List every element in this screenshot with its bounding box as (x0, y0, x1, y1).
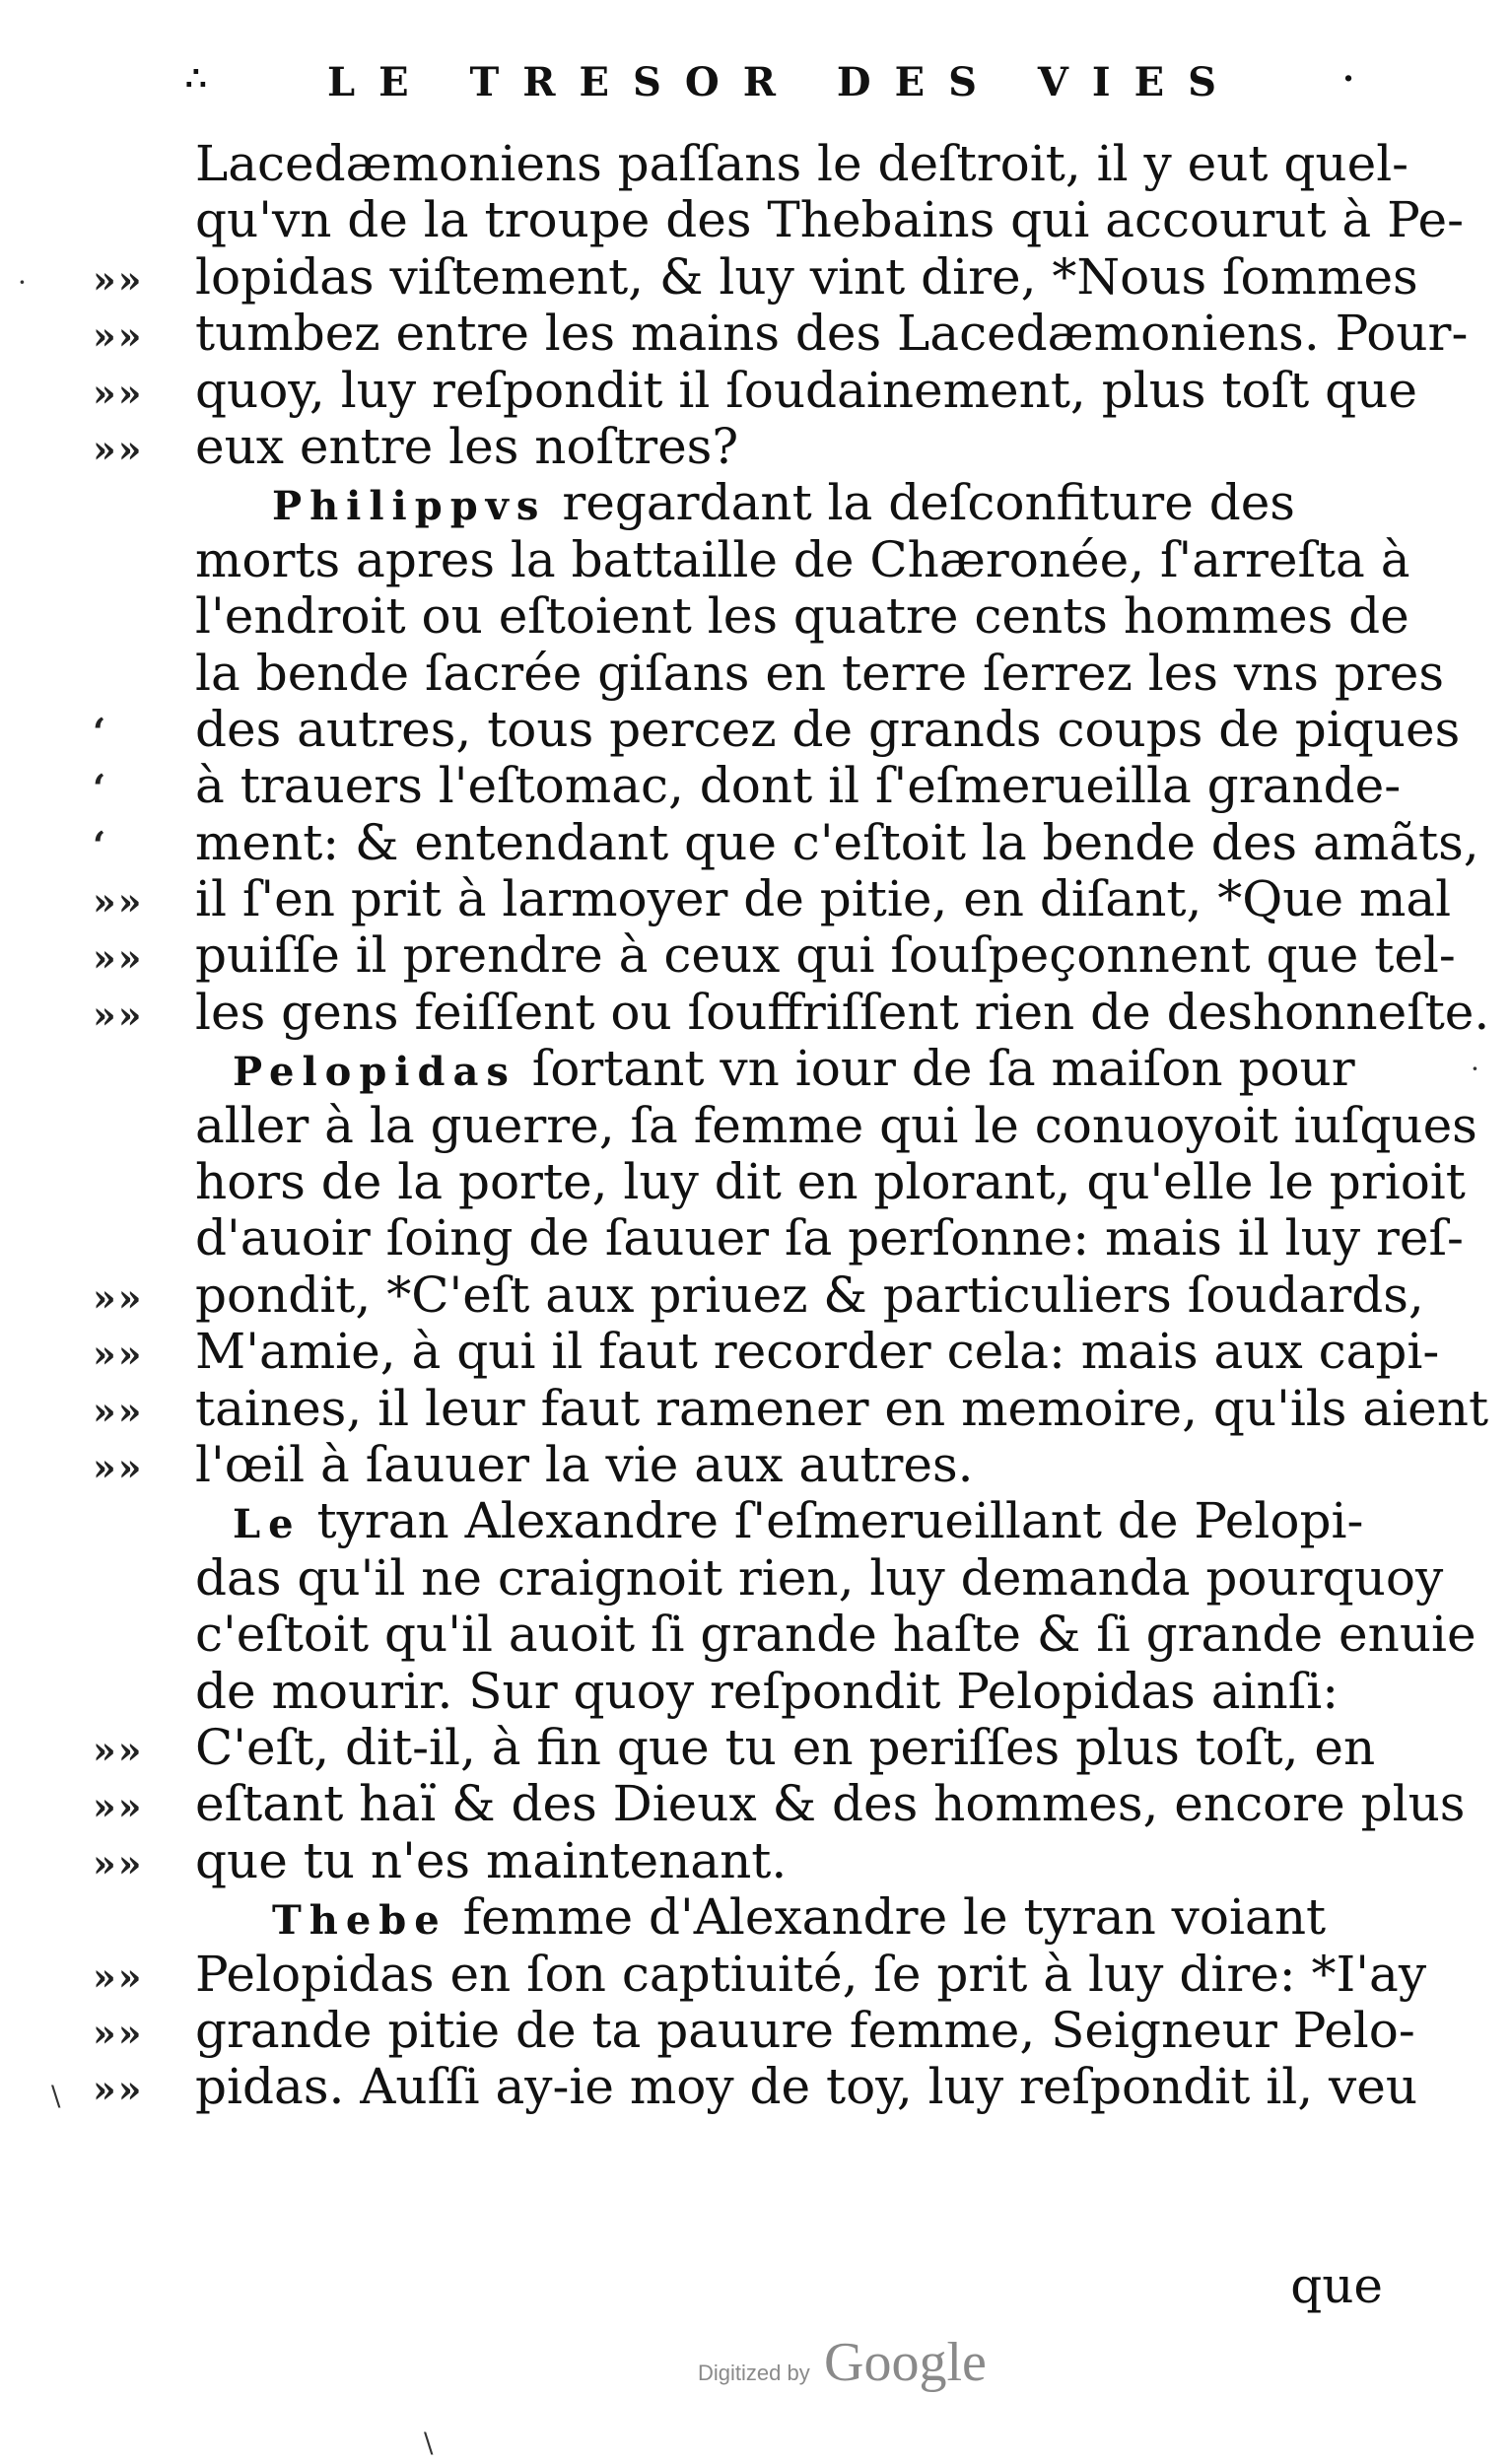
line-text: regardant la deſconfiture des (546, 474, 1295, 532)
line-text: M'amie, à qui il faut recorder cela: mais aux capi- (195, 1323, 1440, 1381)
line-text: quoy, luy reſpondit il ſoudainement, plus toſt que (195, 361, 1417, 419)
catchword: que (1290, 2257, 1383, 2314)
text-line-12 (93, 757, 1402, 815)
body-text (93, 135, 1490, 2116)
line-text: tyran Alexandre ſ'eſmerueillant de Pelopi- (301, 1492, 1364, 1550)
line-text: l'endroit ou eſtoient les quatre cents hommes de (195, 587, 1409, 646)
line-text: c'eſtoit qu'il auoit ſi grande haſte & ſi grande enuie (195, 1606, 1477, 1664)
marginal-mark: »» (93, 1274, 144, 1320)
line-text: d'auoir ſoing de ſauuer ſa perſonne: mais il luy reſ- (195, 1209, 1464, 1267)
text-line-16 (93, 983, 1490, 1041)
watermark-prefix: Digitized by (698, 2361, 810, 2385)
marginal-mark: »» (93, 2067, 144, 2112)
text-line-25 (195, 1493, 1388, 1549)
line-text: grande pitie de ta pauure femme, Seigneur Pelo- (195, 2001, 1415, 2059)
line-text: eux entre les noſtres? (195, 417, 739, 475)
text-line-18 (195, 1096, 1477, 1154)
line-text: des autres, tous percez de grands coups de piques (195, 700, 1461, 758)
text-line-2 (195, 191, 1465, 249)
line-text: Pelopidas en ſon captiuité, ſe prit à luy dire: *I'ay (195, 1945, 1427, 2003)
line-text: aller à la guerre, ſa femme qui le conuoyoit iuſques (195, 1096, 1477, 1154)
text-line-30 (93, 1775, 1466, 1833)
text-line-5 (93, 361, 1417, 419)
line-text: C'eſt, dit-il, à fin que tu en periſſes plus toſt, en (195, 1718, 1376, 1776)
text-line-24 (93, 1435, 1388, 1493)
text-line-34 (93, 2001, 1415, 2059)
line-text: les gens feiſſent ou ſouffriſſent rien de deshonneſte. (195, 983, 1490, 1041)
text-line-13 (93, 813, 1479, 871)
google-logo: Google (824, 2332, 987, 2393)
line-text: puiſſe il prendre à ceux qui ſouſpeçonnent que tel- (195, 926, 1456, 985)
line-text: tumbez entre les mains des Lacedæmoniens. Pour- (195, 305, 1469, 363)
text-line-29 (93, 1718, 1388, 1776)
text-line-7 (195, 475, 1388, 531)
paragraph-initial-word: Philippvs (272, 483, 547, 530)
running-header (177, 59, 1390, 118)
marginal-mark: »» (93, 935, 144, 981)
text-line-1 (195, 135, 1409, 192)
marginal-mark: ‘ (93, 822, 108, 867)
text-line-23 (93, 1379, 1489, 1437)
text-line-21 (93, 1266, 1424, 1324)
line-text: lopidas viſtement, & luy vint dire, *Nous ſommes (195, 247, 1418, 306)
line-text: pidas. Auſſi ay-ie moy de toy, luy reſpondit il, veu (195, 2058, 1418, 2116)
text-line-31 (93, 1831, 1388, 1889)
text-line-35 (93, 2058, 1418, 2116)
line-text: l'œil à ſauuer la vie aux autres. (195, 1435, 974, 1493)
scan-speck: \ (424, 2427, 434, 2459)
marginal-mark: »» (93, 1332, 144, 1377)
marginal-mark: »» (93, 992, 144, 1037)
marginal-mark: »» (93, 1840, 144, 1885)
text-line-33 (93, 1945, 1427, 2003)
text-line-26 (195, 1548, 1444, 1607)
text-line-32 (195, 1889, 1388, 1946)
marginal-mark: »» (93, 1388, 144, 1433)
marginal-mark: »» (93, 313, 144, 359)
scan-speck: · (18, 266, 27, 299)
line-text: morts apres la battaille de Chæronée, ſ'arreſta à (195, 530, 1410, 588)
text-line-17 (195, 1041, 1388, 1097)
line-text: eſtant haï & des Dieux & des hommes, encore plus (195, 1775, 1466, 1833)
text-line-15 (93, 926, 1456, 985)
text-line-9 (195, 587, 1409, 646)
text-line-8 (195, 530, 1410, 588)
marginal-mark: »» (93, 1444, 144, 1489)
google-watermark (698, 2331, 1013, 2400)
marginal-mark: »» (93, 879, 144, 924)
line-text: Lacedæmoniens paſſans le deſtroit, il y eut quel- (195, 135, 1409, 192)
text-line-14 (93, 870, 1452, 928)
marginal-mark: ‘ (93, 709, 108, 754)
scan-speck: \ (51, 2080, 61, 2112)
text-line-3 (93, 247, 1418, 306)
header-right-ornament: · (1342, 59, 1354, 99)
line-text: femme d'Alexandre le tyran voiant (446, 1888, 1327, 1947)
paragraph-initial-word: Pelopidas (233, 1049, 516, 1096)
text-line-11 (93, 700, 1461, 758)
line-text: ſortant vn iour de ſa maiſon pour (515, 1040, 1355, 1098)
line-text: das qu'il ne craignoit rien, luy demanda pourquoy (195, 1548, 1444, 1607)
marginal-mark: »» (93, 2010, 144, 2055)
text-line-4 (93, 305, 1469, 363)
line-text: de mourir. Sur quoy reſpondit Pelopidas ainſi: (195, 1662, 1339, 1720)
scan-speck: · (1471, 1053, 1479, 1085)
line-text: pondit, *C'eſt aux priuez & particuliers ſoudards, (195, 1266, 1424, 1324)
text-line-20 (195, 1209, 1464, 1267)
text-line-28 (195, 1664, 1388, 1720)
marginal-mark: ‘ (93, 766, 108, 811)
line-text: hors de la porte, luy dit en plorant, qu'elle le prioit (195, 1153, 1466, 1211)
line-text: taines, il leur faut ramener en memoire, qu'ils aient (195, 1379, 1489, 1437)
paragraph-initial-word: Thebe (272, 1897, 447, 1945)
line-text: qu'vn de la troupe des Thebains qui accourut à Pe- (195, 191, 1465, 249)
marginal-mark: »» (93, 1727, 144, 1772)
line-text: à trauers l'eſtomac, dont il ſ'eſmerueilla grande- (195, 757, 1402, 815)
line-text: que tu n'es maintenant. (195, 1831, 788, 1889)
text-line-27 (195, 1606, 1477, 1664)
text-line-19 (195, 1153, 1466, 1211)
marginal-mark: »» (93, 426, 144, 471)
line-text: ment: & entendant que c'eſtoit la bende des amãts, (195, 813, 1479, 871)
marginal-mark: »» (93, 370, 144, 415)
running-title: LE TRESOR DES VIES (326, 59, 1241, 105)
marginal-mark: »» (93, 1784, 144, 1829)
paragraph-initial-word: Le (233, 1501, 302, 1548)
marginal-mark: »» (93, 256, 144, 302)
text-line-10 (195, 644, 1445, 702)
text-line-22 (93, 1323, 1440, 1381)
marginal-mark: »» (93, 1953, 144, 1999)
line-text: il ſ'en prit à larmoyer de pitie, en diſant, *Que mal (195, 870, 1452, 928)
text-line-6 (93, 417, 1388, 475)
header-left-ornament: ∴ (185, 59, 207, 99)
line-text: la bende ſacrée giſans en terre ſerrez les vns pres (195, 644, 1445, 702)
